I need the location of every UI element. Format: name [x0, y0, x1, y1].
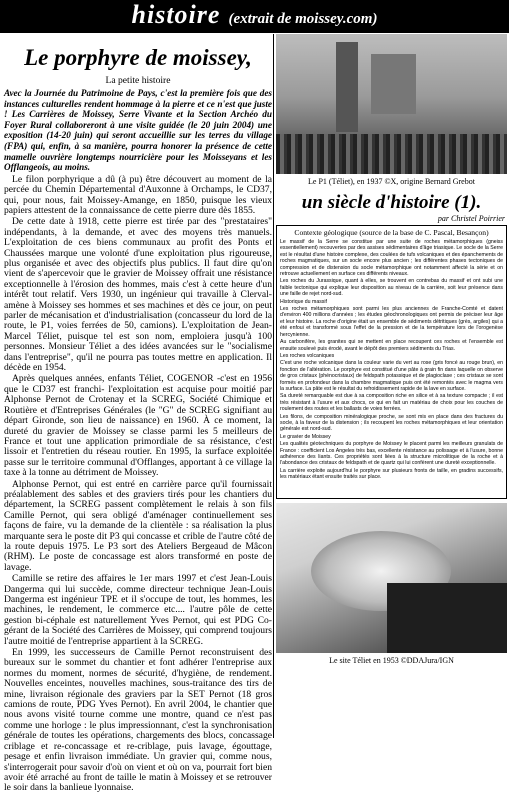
article-paragraph: Le filon porphyrique a dû (à pu) être découvert au moment de la percée du Chemin Départemental d'Auxonne à Orchamps, le CD37, qui, pour nous, fait Moissey-Amange, en 1850, puisque les vieux papiers attestent de la connaissance de cette pierre dure dès 1855. [4, 173, 272, 216]
article-paragraph: De cette date à 1918, cette pierre est tirée par des "prestataires" indépendants, à la demande, et avec des moyens très manuels. L'exploitation de ces biens communaux au profit des Ponts et Chaussées marque une volonté d'une exploitation plus rigoureuse, plus organisée et avec des objectifs plus publics. Il faut dire qu'on vient de s'apercevoir que le gravier de Moissey offrait une résistance exceptionnelle à l'érosion des hommes, mais c'est à cette heure d'un intérêt tout relatif. Vers 1930, un ingénieur qui travaille à Clerval-amène à Moissey ses hommes et ses machines et dès ce jour, on peut parler de mécanisation et d'industrialisation (concasseur du lord de la route, le P1, voies ferrées de 50, camions). L'exploitation de Jean-Marcel Téliet, puisque tel est son nom, emploiera jusqu'à 100 personnes. Monsieur Téliet a des idées avancées sur le "socialisme dans l'entreprise", qu'il ne pourra pas toutes mettre en application. Il décède en 1954. [4, 216, 272, 374]
geology-heading: Les roches volcaniques [280, 352, 335, 359]
photo1-caption: Le P1 (Téliet), en 1937 ©X, origine Bernard Grebot [308, 177, 475, 186]
geology-box [276, 225, 507, 499]
geology-paragraph: Au carbonifère, les granites qui se mettent en place recoupent ces roches et l'ensemble est ensuite soulevé puis érodé, avant le dépôt des premiers sédiments du Trias. [280, 339, 503, 352]
photo2-caption: Le site Téliet en 1953 ©DDAJura/IGN [329, 656, 454, 665]
photo-structure [336, 42, 358, 132]
header-banner [0, 0, 509, 30]
photo-p1-1937 [276, 34, 507, 174]
photo-forest [387, 583, 507, 653]
article-subtitle: La petite histoire [105, 75, 171, 86]
column-divider [273, 34, 274, 738]
geology-paragraph: Les qualités géotechniques du porphyre de Moissey le placent parmi les meilleurs granulats de France : coefficient Los Angeles très bas, excellente résistance au polissage et à l'usure, bonne adhérence des liants. Ces propriétés sont liées à la structure microlitique de la roche et à l'abondance des cristaux de feldspath et de quartz qui lui confèrent une dureté exceptionnelle. [280, 441, 503, 467]
geology-paragraph: La carrière exploite aujourd'hui le porphyre sur plusieurs fronts de taille, en gradins successifs, les matériaux étant ensuite traités sur place. [280, 467, 503, 481]
geology-heading: Historique du massif [280, 298, 327, 305]
article-body [4, 175, 272, 794]
side-column [276, 34, 507, 738]
main-article-column [4, 34, 272, 794]
photo-crowd [276, 134, 507, 174]
geology-paragraph: C'est une roche volcanique dans la couleur varie du vert au rose (gris foncé au rouge brun), en fonction de l'altération. Le porphyre est constitué d'une pâte à grain fin dans laquelle on observe de gros cristaux (phénocristaux) de feldspath potassique et de plagioclase ; ces cristaux se sont formés en profondeur dans la chambre magmatique puis ont été remontés avec le magma vers la surface. La pâte est le résultat du refroidissement rapide de la lave en surface. [280, 360, 503, 392]
aerial-photo-1953 [276, 503, 507, 653]
section-title: un siècle d'histoire (1). [301, 192, 482, 213]
geology-paragraph: Sa dureté remarquable est due à sa composition riche en silice et à sa texture compacte ; il est très résistant à l'usure et aux chocs, ce qui en fait un matériau de choix pour les couches de roulement des routes et les ballasts de voies ferrées. [280, 393, 503, 413]
author-credit: par Christel Poirrier [437, 214, 505, 223]
geology-paragraph: Les roches du Jurassique, quant à elles, se trouvent en contrebas du massif et ont subi une faible tectonique qui explique leur disposition au niveau de la carrière, soit leur présence dans une faille de rejet nord-sud. [280, 278, 503, 298]
geology-heading: Le gravier de Moissey [280, 433, 331, 440]
article-paragraph: Alphonse Pernot, qui est entré en carrière parce qu'il fournissait préalablement des sables et des graviers tirés pour les chantiers du département, la SCREG passent complètement le relais à son fils Camille Pernot, qui sera obligé d'aménager continuellement ses façons de faire, vu la demande de la clientèle : sa réalisation la plus marquante sera le poste dit P3 qui concasse et crible de l'autre côté de la route depuis 1975. Le P3 sort des Ateliers Bergeaud de Mâcon (RHM). Le poste de concassage est alors transformé en poste de lavage. [4, 478, 272, 573]
geology-paragraph: Le massif de la Serre se constitue par une suite de roches métamorphiques (gneiss essentiellement) recouvertes par des assises sédimentaires d'âge triasique. Le socle de la Serre est le résultat d'une histoire complexe, des coulées de tufs volcaniques et des épanchements de roches magmatiques, sur un socle encore plus ancien ; les différentes phases tectoniques de compression et de distension du socle métamorphique ont notamment affecté la série et on retrouve actuellement en surface ces différents niveaux. [280, 239, 503, 278]
geology-title: Contexte géologique (source de la base de C. Pascal, Besançon) [294, 228, 489, 237]
geology-paragraph: Les filons, de composition minéralogique proche, se sont mis en place dans des fractures du socle, à la faveur de la distension ; ils recoupent les roches métamorphiques et leur orientation générale est nord-sud. [280, 413, 503, 433]
article-paragraph: Après quelques années, enfants Téliet, COGENOR -c'est en 1956 que le CD37 est franchi- l'exploitation est acquise pour moitié par Alphonse Pernot de Crotenay et la SCREG, Société Chimique et Routière et d'Entreprises Générales (le "G" de SCREG signifiant au départ Gironde, son lieu de naissance) en 1960. À ce moment, la dureté du gravier de Moissey se classe parmi les 5 meilleurs de France et tout une application primordiale de sa résistance, c'est lissoir et l'entretien du réseau routier. En 1995, la surface exploitée passe sur le territoire communal d'Offlanges, apportant à ce village la taxe à la tonne au détriment de Moissey. [4, 373, 272, 479]
banner-title: histoire [131, 0, 221, 29]
article-paragraph: En 1999, les successeurs de Camille Pernot reconstruisent des bureaux sur le sommet du chantier et font adhérer l'entreprise aux normes du moment, normes de sécurité, d'hygiène, de rendement. Nouvelles enceintes, nouvelles machines, sous-traitance des tirs de mine, livraison régionale des graviers par la SET Pernot (18 gros camions de route, PDG Yves Pernot). En avril 2004, le chantier que nous avons visité tourne comme une montre, quand ce n'est pas comme une horloge : le plus impressionnant, c'est la synchronisation générale de toutes les opérations, chargements des blocs, concassage criblage et re-concassage et re-criblage, puis lavage, égouttage, pesage et enfin livraison immédiate. Un gravier qui, comme nous, s'interrogerait pour savoir d'où on vient et où on va, pourrait fort bien avoir été arraché au front de taille le matin à Moissey et se retrouver le soir dans la banlieue lyonnaise. [4, 647, 272, 794]
article-intro: Avec la Journée du Patrimoine de Pays, c'est la première fois que des instances culturelles rendent hommage à la pierre et ce n'est que juste ! Les Carrières de Moissey, Serre Vivante et la Section Archéo du Foyer Rural collaboreront à une visite guidée (le 20 juin 2004) une exposition (14-20 juin) qui seront accueillie sur les terres du village (FPA) qui, enfin, à sa manière, pourra honorer la présence de cette mamelle ouvrière longtemps nourricière pour les Moisseyans et les Offlangeois, au moins. [4, 88, 272, 173]
geology-paragraph: Les roches métamorphiques sont parmi les plus anciennes de Franche-Comté et datent d'environ 400 millions d'années ; les études géochronologiques ont permis de préciser leur âge et leur histoire. La roche d'origine était un ensemble de sédiments détritiques (grès, argiles) qui a été enfoui et transformé sous l'effet de la pression et de la température lors de l'orogenèse hercynienne. [280, 306, 503, 338]
banner-subtitle: (extrait de moissey.com) [228, 11, 378, 27]
article-title: Le porphyre de moissey, [24, 45, 252, 70]
banner-rule [0, 30, 509, 33]
geology-text [280, 239, 503, 481]
photo-structure [371, 54, 416, 114]
article-paragraph: Camille se retire des affaires le 1er mars 1997 et c'est Jean-Louis Dangerma qui lui succède, comme directeur technique Jean-Louis Dangerma est ingénieur TPE et il s'occupe de tout, les hommes, les machines, le rendement, le commerce etc.... l'autre pôle de cette gestion bi-céphale est naturellement Yves Pernot, qui est PDG Co-gérant de la Société des Carrières de Moissey, qui comprend toujours l'autre moitié de l'entreprise appartient à la SCREG. [4, 573, 272, 647]
